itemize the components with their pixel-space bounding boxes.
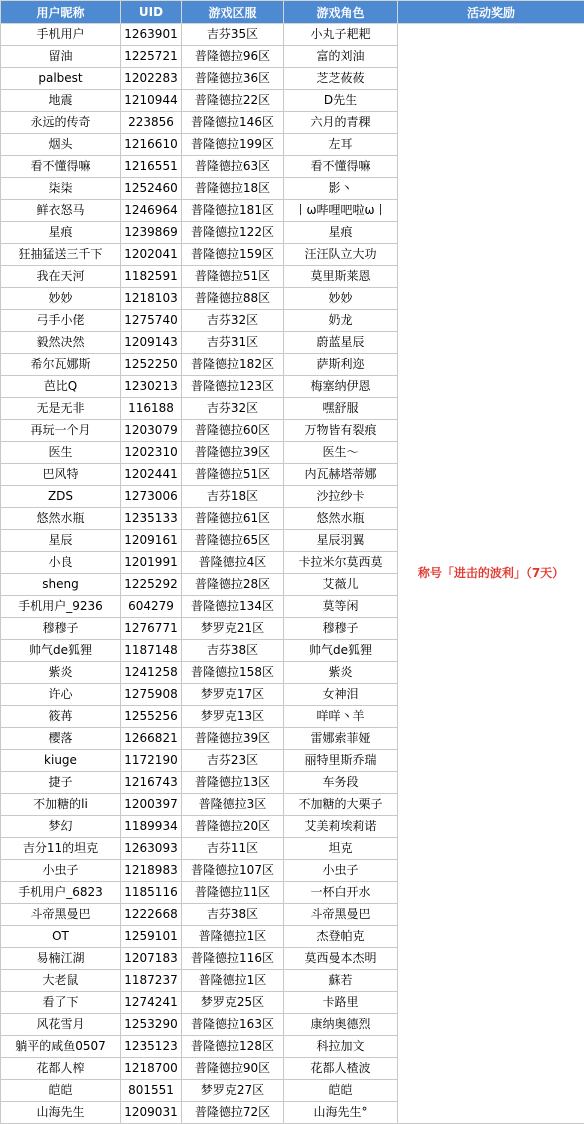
uid-cell: 1216551	[121, 156, 182, 178]
server-cell: 梦罗克17区	[182, 684, 284, 706]
server-cell: 吉芬35区	[182, 24, 284, 46]
server-cell: 吉芬11区	[182, 838, 284, 860]
role-cell: 万物皆有裂痕	[284, 420, 398, 442]
role-cell: 六月的青稞	[284, 112, 398, 134]
uid-cell: 1230213	[121, 376, 182, 398]
uid-cell: 1218983	[121, 860, 182, 882]
server-cell: 普隆德拉65区	[182, 530, 284, 552]
nickname-cell: 星辰	[1, 530, 121, 552]
role-cell: 咩咩丶羊	[284, 706, 398, 728]
header-role: 游戏角色	[284, 1, 398, 24]
nickname-cell: 医生	[1, 442, 121, 464]
nickname-cell: 大老鼠	[1, 970, 121, 992]
header-reward: 活动奖励	[398, 1, 584, 24]
server-cell: 普隆德拉4区	[182, 552, 284, 574]
nickname-cell: 梦幻	[1, 816, 121, 838]
role-cell: 星痕	[284, 222, 398, 244]
nickname-cell: palbest	[1, 68, 121, 90]
nickname-cell: 永远的传奇	[1, 112, 121, 134]
role-cell: 丨ω哔哩吧啦ω丨	[284, 200, 398, 222]
server-cell: 普隆德拉51区	[182, 266, 284, 288]
uid-cell: 1266821	[121, 728, 182, 750]
role-cell: 不加糖的大栗子	[284, 794, 398, 816]
role-cell: D先生	[284, 90, 398, 112]
uid-cell: 1263093	[121, 838, 182, 860]
uid-cell: 1252250	[121, 354, 182, 376]
server-cell: 普隆德拉122区	[182, 222, 284, 244]
server-cell: 普隆德拉11区	[182, 882, 284, 904]
role-cell: 斗帝黑曼巴	[284, 904, 398, 926]
server-cell: 普隆德拉90区	[182, 1058, 284, 1080]
nickname-cell: 帅气de狐狸	[1, 640, 121, 662]
uid-cell: 1218700	[121, 1058, 182, 1080]
server-cell: 普隆德拉18区	[182, 178, 284, 200]
nickname-cell: 许心	[1, 684, 121, 706]
server-cell: 普隆德拉158区	[182, 662, 284, 684]
role-cell: 芝芝莜莜	[284, 68, 398, 90]
nickname-cell: 芭比Q	[1, 376, 121, 398]
uid-cell: 1209031	[121, 1102, 182, 1124]
server-cell: 普隆德拉128区	[182, 1036, 284, 1058]
uid-cell: 223856	[121, 112, 182, 134]
uid-cell: 1252460	[121, 178, 182, 200]
server-cell: 梦罗克21区	[182, 618, 284, 640]
nickname-cell: ZDS	[1, 486, 121, 508]
uid-cell: 1185116	[121, 882, 182, 904]
uid-cell: 1172190	[121, 750, 182, 772]
uid-cell: 1209143	[121, 332, 182, 354]
nickname-cell: OT	[1, 926, 121, 948]
uid-cell: 1189934	[121, 816, 182, 838]
nickname-cell: 吉分11的坦克	[1, 838, 121, 860]
uid-cell: 1259101	[121, 926, 182, 948]
nickname-cell: 留油	[1, 46, 121, 68]
table-row	[1, 24, 584, 46]
uid-cell: 1201991	[121, 552, 182, 574]
uid-cell: 1203079	[121, 420, 182, 442]
uid-cell: 1225292	[121, 574, 182, 596]
nickname-cell: 柒柒	[1, 178, 121, 200]
uid-cell: 1182591	[121, 266, 182, 288]
role-cell: 富的刘油	[284, 46, 398, 68]
uid-cell: 1253290	[121, 1014, 182, 1036]
server-cell: 普隆德拉163区	[182, 1014, 284, 1036]
nickname-cell: kiuge	[1, 750, 121, 772]
nickname-cell: 捷子	[1, 772, 121, 794]
uid-cell: 1202283	[121, 68, 182, 90]
nickname-cell: 易楠江湖	[1, 948, 121, 970]
nickname-cell: 风花雪月	[1, 1014, 121, 1036]
role-cell: 汪汪队立大功	[284, 244, 398, 266]
role-cell: 梅塞纳伊恩	[284, 376, 398, 398]
role-cell: 莫西曼本杰明	[284, 948, 398, 970]
nickname-cell: sheng	[1, 574, 121, 596]
server-cell: 梦罗克27区	[182, 1080, 284, 1102]
nickname-cell: 地震	[1, 90, 121, 112]
table-body	[1, 24, 584, 1124]
nickname-cell: 花都人榨	[1, 1058, 121, 1080]
header-row	[1, 1, 584, 24]
nickname-cell: 手机用户_9236	[1, 596, 121, 618]
server-cell: 普隆德拉88区	[182, 288, 284, 310]
uid-cell: 1202441	[121, 464, 182, 486]
nickname-cell: 躺平的咸鱼0507	[1, 1036, 121, 1058]
uid-cell: 1276771	[121, 618, 182, 640]
role-cell: 莫里斯莱恩	[284, 266, 398, 288]
server-cell: 普隆德拉22区	[182, 90, 284, 112]
role-cell: 车务段	[284, 772, 398, 794]
role-cell: 妙妙	[284, 288, 398, 310]
server-cell: 吉芬38区	[182, 904, 284, 926]
server-cell: 普隆德拉3区	[182, 794, 284, 816]
server-cell: 普隆德拉181区	[182, 200, 284, 222]
nickname-cell: 樱落	[1, 728, 121, 750]
nickname-cell: 弓手小佬	[1, 310, 121, 332]
server-cell: 普隆德拉61区	[182, 508, 284, 530]
server-cell: 普隆德拉39区	[182, 442, 284, 464]
uid-cell: 1274241	[121, 992, 182, 1014]
uid-cell: 1241258	[121, 662, 182, 684]
nickname-cell: 悠然水瓶	[1, 508, 121, 530]
nickname-cell: 无是无非	[1, 398, 121, 420]
server-cell: 普隆德拉1区	[182, 926, 284, 948]
role-cell: 卡路里	[284, 992, 398, 1014]
nickname-cell: 星痕	[1, 222, 121, 244]
header-server: 游戏区服	[182, 1, 284, 24]
role-cell: 蘇若	[284, 970, 398, 992]
role-cell: 帅气de狐狸	[284, 640, 398, 662]
role-cell: 蔚蓝星辰	[284, 332, 398, 354]
server-cell: 梦罗克25区	[182, 992, 284, 1014]
server-cell: 普隆德拉36区	[182, 68, 284, 90]
role-cell: 科拉加文	[284, 1036, 398, 1058]
nickname-cell: 看了下	[1, 992, 121, 1014]
server-cell: 普隆德拉146区	[182, 112, 284, 134]
uid-cell: 1209161	[121, 530, 182, 552]
role-cell: 皑皑	[284, 1080, 398, 1102]
nickname-cell: 我在天河	[1, 266, 121, 288]
role-cell: 艾美莉埃莉诺	[284, 816, 398, 838]
nickname-cell: 斗帝黑曼巴	[1, 904, 121, 926]
nickname-cell: 小良	[1, 552, 121, 574]
nickname-cell: 筱苒	[1, 706, 121, 728]
server-cell: 普隆德拉72区	[182, 1102, 284, 1124]
role-cell: 丽特里斯乔瑞	[284, 750, 398, 772]
server-cell: 普隆德拉134区	[182, 596, 284, 618]
uid-cell: 1200397	[121, 794, 182, 816]
role-cell: 雷娜索菲娅	[284, 728, 398, 750]
nickname-cell: 再玩一个月	[1, 420, 121, 442]
uid-cell: 1263901	[121, 24, 182, 46]
uid-cell: 1210944	[121, 90, 182, 112]
server-cell: 普隆德拉60区	[182, 420, 284, 442]
uid-cell: 1225721	[121, 46, 182, 68]
header-uid: UID	[121, 1, 182, 24]
server-cell: 吉芬32区	[182, 310, 284, 332]
nickname-cell: 山海先生	[1, 1102, 121, 1124]
nickname-cell: 看不懂得嘛	[1, 156, 121, 178]
server-cell: 吉芬38区	[182, 640, 284, 662]
server-cell: 普隆德拉63区	[182, 156, 284, 178]
server-cell: 普隆德拉116区	[182, 948, 284, 970]
uid-cell: 1246964	[121, 200, 182, 222]
nickname-cell: 手机用户	[1, 24, 121, 46]
role-cell: 奶龙	[284, 310, 398, 332]
role-cell: 悠然水瓶	[284, 508, 398, 530]
role-cell: 杰登帕克	[284, 926, 398, 948]
uid-cell: 1255256	[121, 706, 182, 728]
role-cell: 艾薇儿	[284, 574, 398, 596]
role-cell: 莫等闲	[284, 596, 398, 618]
server-cell: 普隆德拉13区	[182, 772, 284, 794]
nickname-cell: 穆穆子	[1, 618, 121, 640]
server-cell: 普隆德拉123区	[182, 376, 284, 398]
nickname-cell: 妙妙	[1, 288, 121, 310]
role-cell: 左耳	[284, 134, 398, 156]
uid-cell: 1273006	[121, 486, 182, 508]
role-cell: 花都人楂波	[284, 1058, 398, 1080]
server-cell: 梦罗克13区	[182, 706, 284, 728]
uid-cell: 1207183	[121, 948, 182, 970]
server-cell: 吉芬18区	[182, 486, 284, 508]
role-cell: 小虫子	[284, 860, 398, 882]
uid-cell: 1216743	[121, 772, 182, 794]
nickname-cell: 手机用户_6823	[1, 882, 121, 904]
role-cell: 沙拉纱卡	[284, 486, 398, 508]
nickname-cell: 希尔瓦娜斯	[1, 354, 121, 376]
nickname-cell: 烟头	[1, 134, 121, 156]
uid-cell: 1218103	[121, 288, 182, 310]
role-cell: 山海先生°	[284, 1102, 398, 1124]
role-cell: 医生～	[284, 442, 398, 464]
reward-cell: 称号「进击的波利」（7天）	[398, 24, 584, 1124]
nickname-cell: 紫炎	[1, 662, 121, 684]
uid-cell: 801551	[121, 1080, 182, 1102]
role-cell: 康纳奥德烈	[284, 1014, 398, 1036]
server-cell: 普隆德拉28区	[182, 574, 284, 596]
role-cell: 一杯白开水	[284, 882, 398, 904]
server-cell: 吉芬31区	[182, 332, 284, 354]
role-cell: 嘿舒服	[284, 398, 398, 420]
nickname-cell: 狂抽猛送三千下	[1, 244, 121, 266]
uid-cell: 1202041	[121, 244, 182, 266]
header-nickname: 用户昵称	[1, 1, 121, 24]
role-cell: 女神泪	[284, 684, 398, 706]
server-cell: 普隆德拉1区	[182, 970, 284, 992]
role-cell: 穆穆子	[284, 618, 398, 640]
uid-cell: 116188	[121, 398, 182, 420]
uid-cell: 1202310	[121, 442, 182, 464]
nickname-cell: 皑皑	[1, 1080, 121, 1102]
uid-cell: 604279	[121, 596, 182, 618]
role-cell: 卡拉米尔莫西莫	[284, 552, 398, 574]
uid-cell: 1216610	[121, 134, 182, 156]
server-cell: 普隆德拉107区	[182, 860, 284, 882]
uid-cell: 1239869	[121, 222, 182, 244]
server-cell: 吉芬32区	[182, 398, 284, 420]
nickname-cell: 不加糖的li	[1, 794, 121, 816]
server-cell: 普隆德拉51区	[182, 464, 284, 486]
uid-cell: 1235133	[121, 508, 182, 530]
nickname-cell: 鲜衣怒马	[1, 200, 121, 222]
uid-cell: 1275740	[121, 310, 182, 332]
server-cell: 普隆德拉20区	[182, 816, 284, 838]
role-cell: 内瓦赫塔蒂娜	[284, 464, 398, 486]
server-cell: 普隆德拉199区	[182, 134, 284, 156]
uid-cell: 1187237	[121, 970, 182, 992]
role-cell: 紫炎	[284, 662, 398, 684]
role-cell: 看不懂得嘛	[284, 156, 398, 178]
role-cell: 小丸子耙耙	[284, 24, 398, 46]
role-cell: 坦克	[284, 838, 398, 860]
role-cell: 萨斯利迩	[284, 354, 398, 376]
nickname-cell: 小虫子	[1, 860, 121, 882]
uid-cell: 1235123	[121, 1036, 182, 1058]
server-cell: 普隆德拉159区	[182, 244, 284, 266]
nickname-cell: 毅然决然	[1, 332, 121, 354]
uid-cell: 1275908	[121, 684, 182, 706]
uid-cell: 1222668	[121, 904, 182, 926]
nickname-cell: 巴风特	[1, 464, 121, 486]
server-cell: 普隆德拉96区	[182, 46, 284, 68]
role-cell: 星辰羽翼	[284, 530, 398, 552]
server-cell: 吉芬23区	[182, 750, 284, 772]
server-cell: 普隆德拉182区	[182, 354, 284, 376]
role-cell: 影丶	[284, 178, 398, 200]
uid-cell: 1187148	[121, 640, 182, 662]
server-cell: 普隆德拉39区	[182, 728, 284, 750]
